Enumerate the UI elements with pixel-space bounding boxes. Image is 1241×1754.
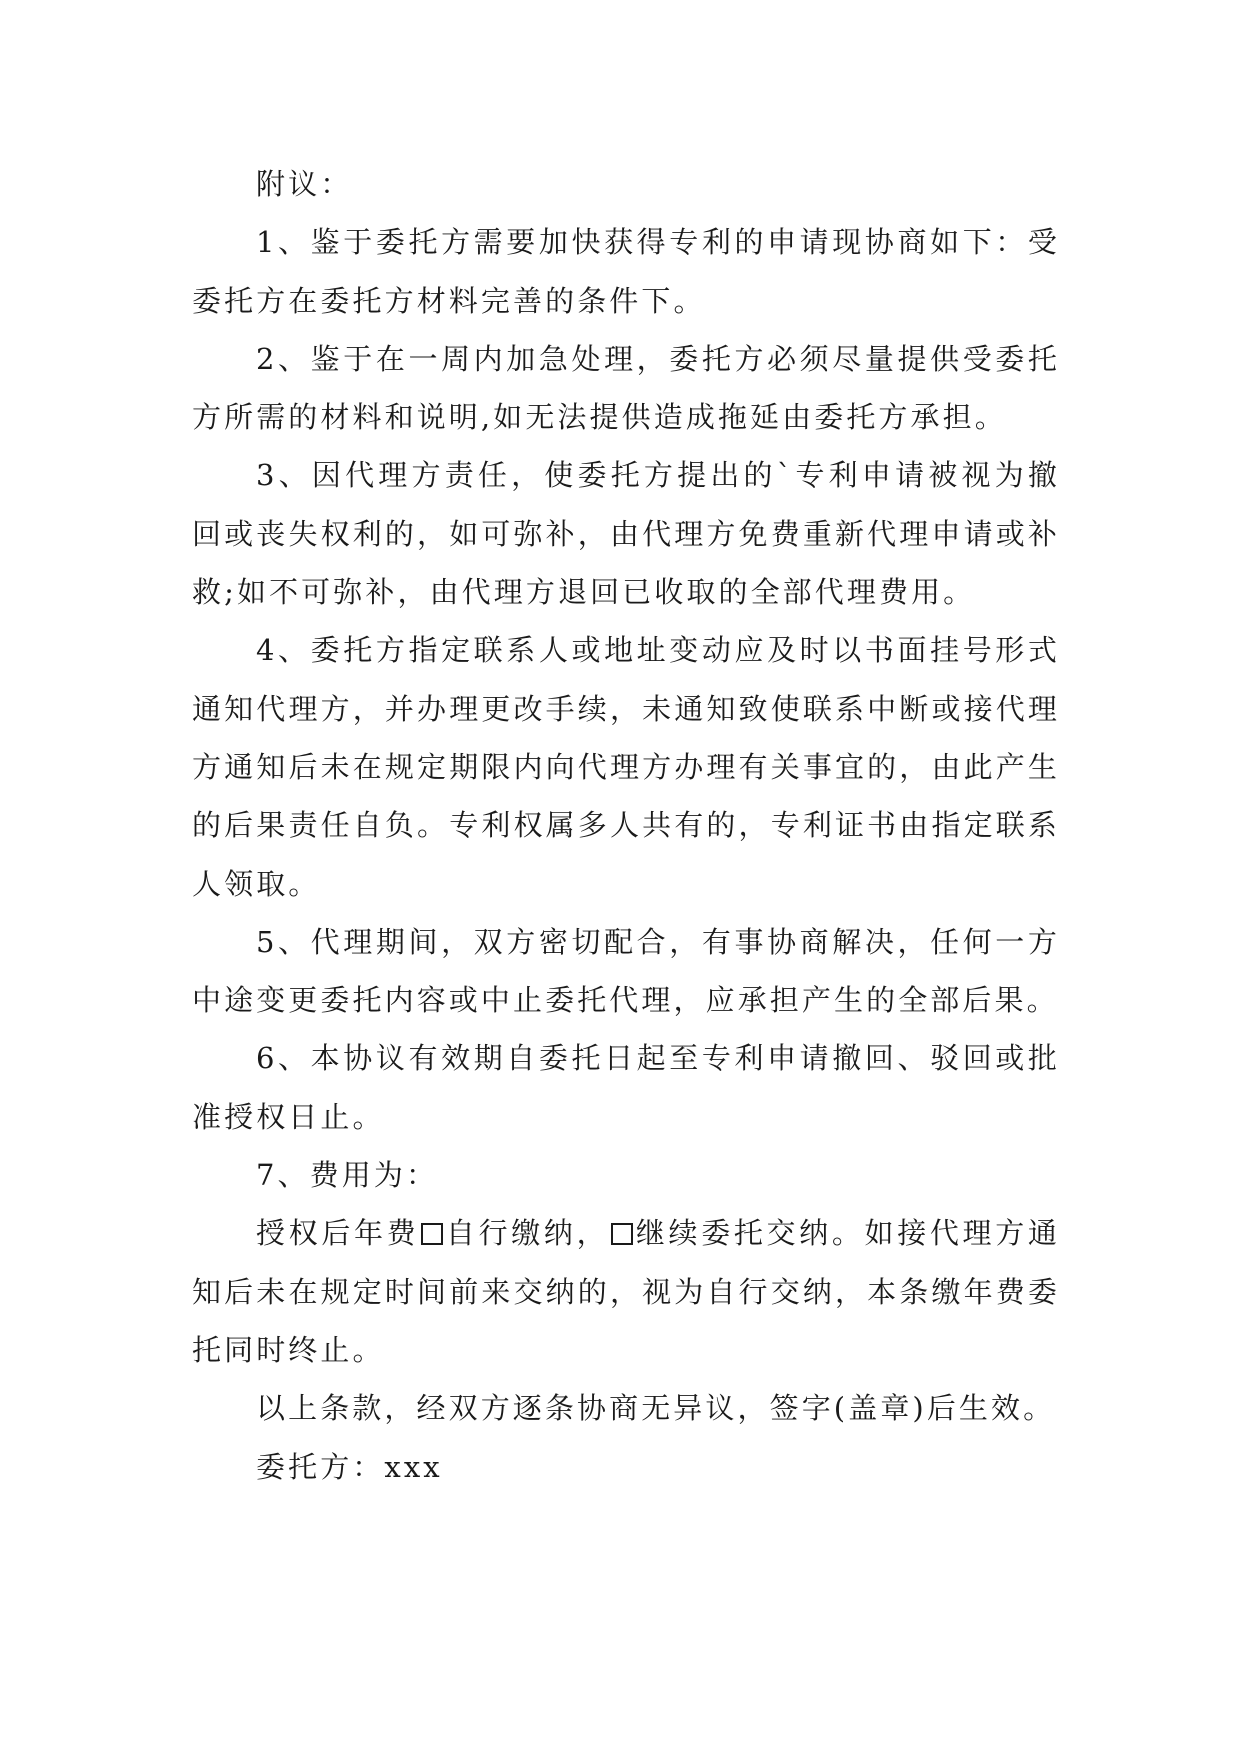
empty-checkbox-icon	[611, 1223, 633, 1245]
document-body	[192, 155, 1060, 1496]
clause-7: 7、费用为：	[256, 1158, 439, 1193]
empty-checkbox-icon	[421, 1223, 443, 1245]
fee-text-2: 自行缴纳，	[445, 1216, 610, 1251]
clause-6: 6、本协议有效期自委托日起至专利申请撤回、驳回或批准授权日止。	[192, 1041, 1060, 1134]
fee-text-3: 继续委托交纳。如接代理方通知后未在规定时间前来交纳的，视为自行交纳，本条缴年费委托同时终止。	[192, 1216, 1060, 1367]
clause-3: 3、因代理方责任，使委托方提出的`专利申请被视为撤回或丧失权利的，如可弥补，由代理方免费重新代理申请或补救;如不可弥补，由代理方退回已收取的全部代理费用。	[192, 458, 1060, 610]
clause-1: 1、鉴于委托方需要加快获得专利的申请现协商如下：受委托方在委托方材料完善的条件下。	[192, 225, 1060, 318]
fee-text-1: 授权后年费	[256, 1216, 420, 1251]
closing-statement: 以上条款，经双方逐条协商无异议，签字(盖章)后生效。	[256, 1391, 1056, 1426]
fee-clause	[192, 1204, 1060, 1379]
clause-2: 2、鉴于在一周内加急处理，委托方必须尽量提供受委托方所需的材料和说明,如无法提供造成拖延由委托方承担。	[192, 341, 1060, 435]
signature-line: 委托方：xxx	[256, 1449, 443, 1484]
clause-4: 4、委托方指定联系人或地址变动应及时以书面挂号形式通知代理方，并办理更改手续，未通知致使联系中断或接代理方通知后未在规定期限内向代理方办理有关事宜的，由此产生的后果责任自负。专利权属多人共有的，专利证书由指定联系人领取。	[192, 633, 1060, 901]
clause-5: 5、代理期间，双方密切配合，有事协商解决，任何一方中途变更委托内容或中止委托代理，应承担产生的全部后果。	[192, 924, 1060, 1018]
heading-attachment: 附议：	[256, 167, 353, 201]
